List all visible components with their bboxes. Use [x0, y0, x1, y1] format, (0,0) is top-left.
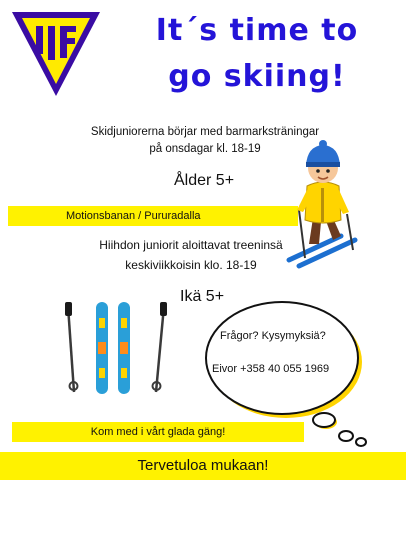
skis-icon [94, 298, 134, 398]
headline [112, 8, 402, 100]
finnish-age: Ikä 5+ [180, 288, 225, 305]
swedish-age: Ålder 5+ [174, 172, 235, 189]
finnish-info-line-2: keskiviikkoisin klo. 18-19 [125, 258, 257, 272]
finnish-info-line-1: Hiihdon juniorit aloittavat treeninsä [99, 238, 283, 252]
swedish-info-line-2: på onsdagar kl. 18-19 [149, 143, 261, 155]
welcome-text-swedish: Kom med i vårt glada gäng! [90, 426, 226, 438]
welcome-band-finnish [0, 452, 406, 480]
location-text: Motionsbanan / Pururadalla [66, 210, 201, 222]
location-band [8, 206, 298, 226]
headline-line-1: It´s time to [155, 13, 359, 48]
bubble-question: Frågor? Kysymyksiä? [220, 330, 326, 342]
skier-boy-illustration [285, 140, 361, 270]
bubble-contact: Eivor +358 40 055 1969 [212, 363, 330, 375]
welcome-band-swedish [12, 422, 304, 442]
headline-line-2: go skiing! [168, 59, 346, 94]
club-logo [10, 8, 102, 100]
swedish-info-line-1: Skidjuniorerna börjar med barmarksträningar [90, 126, 320, 138]
welcome-text-finnish: Tervetuloa mukaan! [137, 457, 269, 474]
